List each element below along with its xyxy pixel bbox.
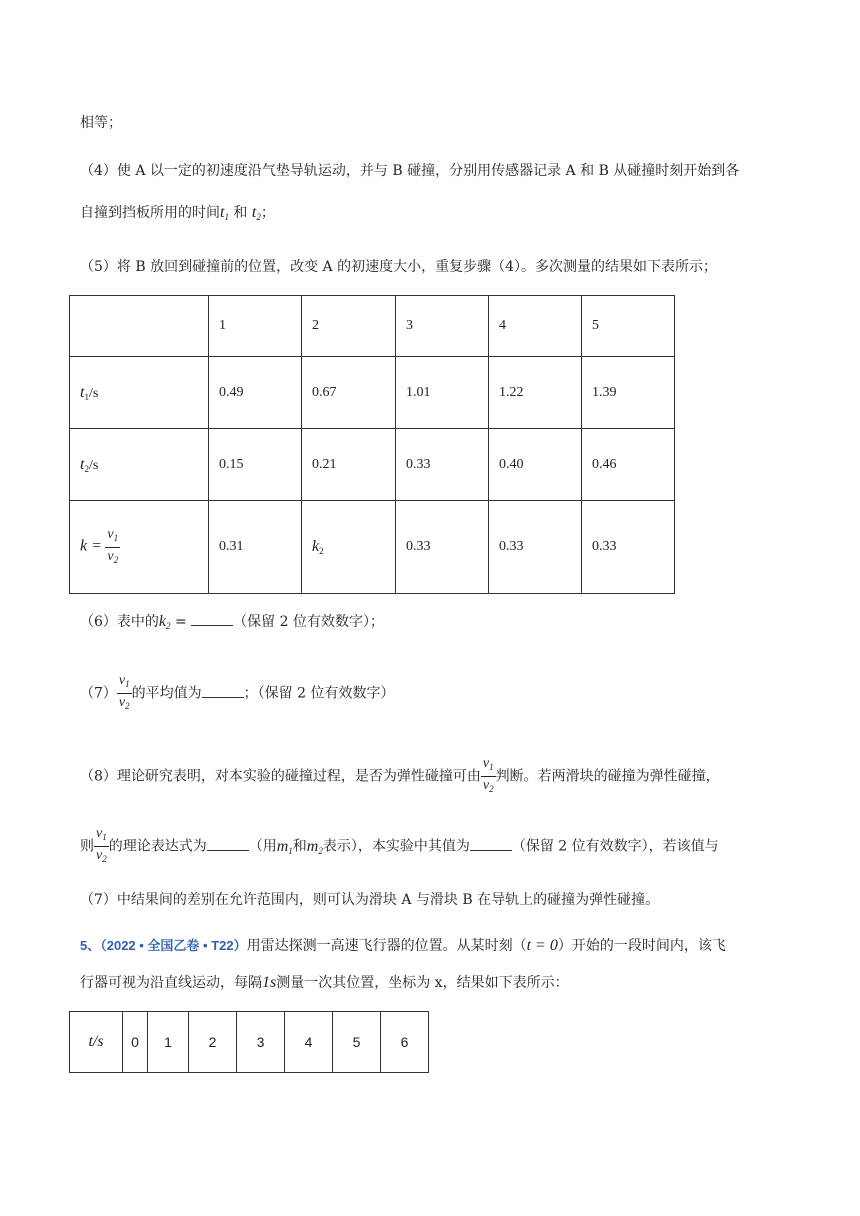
table-cell: 0.33 [489,501,582,594]
table-cell: 0.21 [302,429,396,501]
table-cell: 3 [237,1012,285,1073]
table-cell: 0.15 [209,429,302,501]
table-cell: 2 [189,1012,237,1073]
fraction-v1-v2: $\frac{v_1}{v_2}$ [482,756,494,794]
fraction-v1-v2: $\frac{v_1}{v_2}$ [107,526,119,565]
math-1s: 1s [262,974,277,991]
table-cell: 1.39 [582,357,675,429]
answer-blank [207,838,249,851]
table-cell: 0.67 [302,357,396,429]
fraction-v1-v2: $\frac{v_1}{v_2}$ [118,673,130,711]
var-t1: $t_1$ [220,204,229,222]
table-cell: 1 [209,296,302,357]
table-row [70,1012,429,1073]
table-row [70,357,675,429]
table-cell: 0.33 [396,501,489,594]
table-cell: 3 [396,296,489,357]
text-step-5: （5）将 B 放回到碰撞前的位置，改变 A 的初速度大小，重复步骤（4）。多次测量的结果如下表所示； [80,259,718,275]
table-cell: 0.49 [209,357,302,429]
text-step-8-line-3: （7）中结果间的差别在允许范围内，则可认为滑块 A 与滑块 B 在导轨上的碰撞为弹性碰撞。 [80,892,660,908]
measurement-table [69,295,675,594]
table-cell: 1.01 [396,357,489,429]
var-k2: $k_2$ [158,613,171,631]
table-cell [70,296,209,357]
text-step-8-line-2: 则 $\frac{v_1}{v_2}$ 的理论表达式为 （用$m_1$和$m_2$表示），本实验中其值为 （保留 2 位有效数字），若该值与 [80,825,719,868]
text-step-4-line-1: （4）使 A 以一定的初速度沿气垫导轨运动，并与 B 碰撞，分别用传感器记录 A 和 B 从碰撞时刻开始到各 [80,163,740,179]
var-m2: $m_2$ [306,837,323,856]
text-line-1: 相等； [80,115,122,131]
table-cell: 0.33 [396,429,489,501]
text-fragment: 和 [228,205,252,221]
row-label-k: k = $\frac{v_1}{v_2}$ [70,501,209,594]
table-cell: 5 [333,1012,381,1073]
table-cell: 2 [302,296,396,357]
text-step-7: （7） $\frac{v_1}{v_2}$ 的平均值为 ；（保留 2 位有效数字） [80,672,394,715]
radar-position-table [69,1011,429,1073]
answer-blank [202,685,244,698]
table-cell: 0.31 [209,501,302,594]
table-cell: 4 [285,1012,333,1073]
table-cell-label: t/s [70,1012,123,1073]
text-fragment: 自撞到挡板所用的时间 [80,205,220,221]
table-cell-k2: $k_2$ [302,501,396,594]
problem-5-source-tag: 5、（2022 • 全国乙卷 • T22） [80,938,247,953]
text-step-8-line-1: （8）理论研究表明，对本实验的碰撞过程，是否为弹性碰撞可由 $\frac{v_1}{v_2}$ 判断。若两滑块的碰撞为弹性碰撞， [80,755,720,798]
var-t2: $t_2$ [251,204,261,222]
table-cell: 6 [381,1012,429,1073]
table-cell: 0 [123,1012,148,1073]
text-step-4-line-2 [80,202,275,222]
table-cell: 1 [148,1012,189,1073]
table-cell: 0.40 [489,429,582,501]
table-cell: 0.33 [582,501,675,594]
problem-5-line-1: 5、（2022 • 全国乙卷 • T22）用雷达探测一高速飞行器的位置。从某时刻（t = 0）开始的一段时间内，该飞 [80,937,726,954]
table-cell: 5 [582,296,675,357]
table-row [70,429,675,501]
answer-blank [470,838,512,851]
text-fragment: ； [260,205,275,221]
table-cell: 4 [489,296,582,357]
math-t-equals-0: t = 0 [526,937,558,954]
fraction-v1-v2: $\frac{v_1}{v_2}$ [96,826,107,864]
row-label-t2: $t_2/s$ [70,429,209,501]
table-row [70,501,675,594]
table-cell: 1.22 [489,357,582,429]
row-label-t1: $t_1/s$ [70,357,209,429]
table-header-row [70,296,675,357]
text-step-6: （6）表中的$k_2$ = （保留 2 位有效数字）； [80,613,384,631]
problem-5-line-2: 行器可视为沿直线运动，每隔1s测量一次其位置，坐标为 x，结果如下表所示： [80,974,569,991]
table-cell: 0.46 [582,429,675,501]
var-m1: $m_1$ [276,837,293,856]
answer-blank [191,613,233,626]
